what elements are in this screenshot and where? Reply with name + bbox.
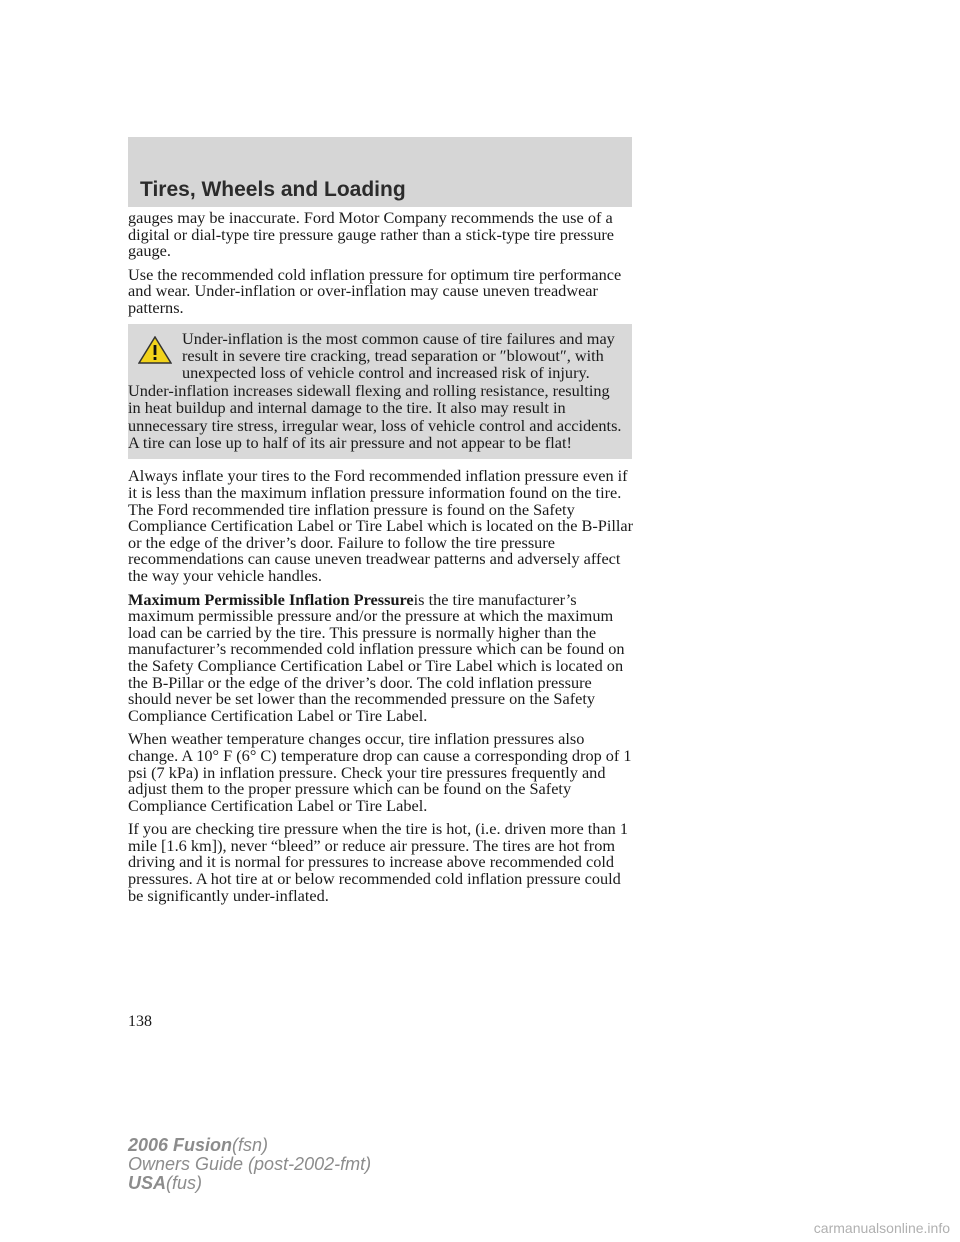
paragraph-always-inflate: Always inflate your tires to the Ford recommended inflation pressure even if it is less than the maximum inflation pressure information found on the tire. The Ford recommended tire inflation pressure is found on the Safety Compliance Certification Label or Tire Label which is located on the B-Pillar or the edge of the driver’s door. Failure to follow the tire pressure recommendations can cause uneven treadwear patterns and adversely affect the way your vehicle handles. — [128, 466, 634, 585]
paragraph-max-pressure — [128, 589, 638, 725]
footer-model-code: (fsn) — [232, 1135, 269, 1155]
footer-market: USA — [128, 1173, 167, 1193]
paragraph-hot-tire: If you are checking tire pressure when the tire is hot, (i.e. driven more than 1 mile [1.6 km]), never “bleed” or reduce air pressure. The tires are hot from driving and it is normal for pressures to increase above recommended cold pressures. A hot tire at or below recommended cold inflation pressure could be significantly under-inflated. — [128, 819, 629, 905]
page-body — [128, 210, 638, 911]
max-pressure-text: is the tire manufacturer’s maximum permissible pressure and/or the pressure at which the maximum load can be carried by the tire. This pressure is normally higher than the manufacturer’s recommended cold inflation pressure which can be found on the Safety Compliance Certification Label or Tire Label which is located on the B-Pillar or the edge of the driver’s door. The cold inflation pressure should never be set lower than the recommended pressure on the Safety Compliance Certification Label or Tire Label. — [128, 589, 625, 725]
paragraph-cold-pressure: Use the recommended cold inflation pressure for optimum tire performance and wear. Under-inflation or over-inflation may cause uneven treadwear patterns. — [128, 264, 622, 317]
warning-box — [128, 324, 632, 460]
section-title: Tires, Wheels and Loading — [140, 178, 406, 201]
footer-guide: Owners Guide (post-2002-fmt) — [128, 1154, 372, 1174]
page-number: 138 — [128, 1013, 152, 1030]
paragraph-weather: When weather temperature changes occur, tire inflation pressures also change. A 10° F (6° C) temperature drop can cause a corresponding drop of 1 psi (7 kPa) in inflation pressure. Check your tire pressures frequently and adjust them to the proper pressure which can be found on the Safety Compliance Certification Label or Tire Label. — [128, 729, 632, 815]
footer-market-code: (fus) — [166, 1173, 203, 1193]
footer-model: 2006 Fusion — [128, 1135, 233, 1155]
warning-text: Under-inflation is the most common cause of tire failures and may result in severe tire cracking, tread separation or ″blowout″, with unexpected loss of vehicle control and increased risk of injury. Under-inflation increases sidewall flexing and rolling resistance, resulting in heat buildup and internal damage to the tire. It also may result in unnecessary tire stress, irregular wear, loss of vehicle control and accidents. A tire can lose up to half of its air pressure and not appear to be flat! — [128, 328, 622, 452]
watermark: carmanualsonline.info — [813, 1220, 950, 1236]
warning-triangle-icon — [138, 336, 172, 364]
footer — [128, 1136, 371, 1193]
term-max-pressure: Maximum Permissible Inflation Pressure — [128, 589, 414, 609]
paragraph-gauges: gauges may be inaccurate. Ford Motor Company recommends the use of a digital or dial-type tire pressure gauge rather than a stick-type tire pressure gauge. — [128, 208, 614, 261]
